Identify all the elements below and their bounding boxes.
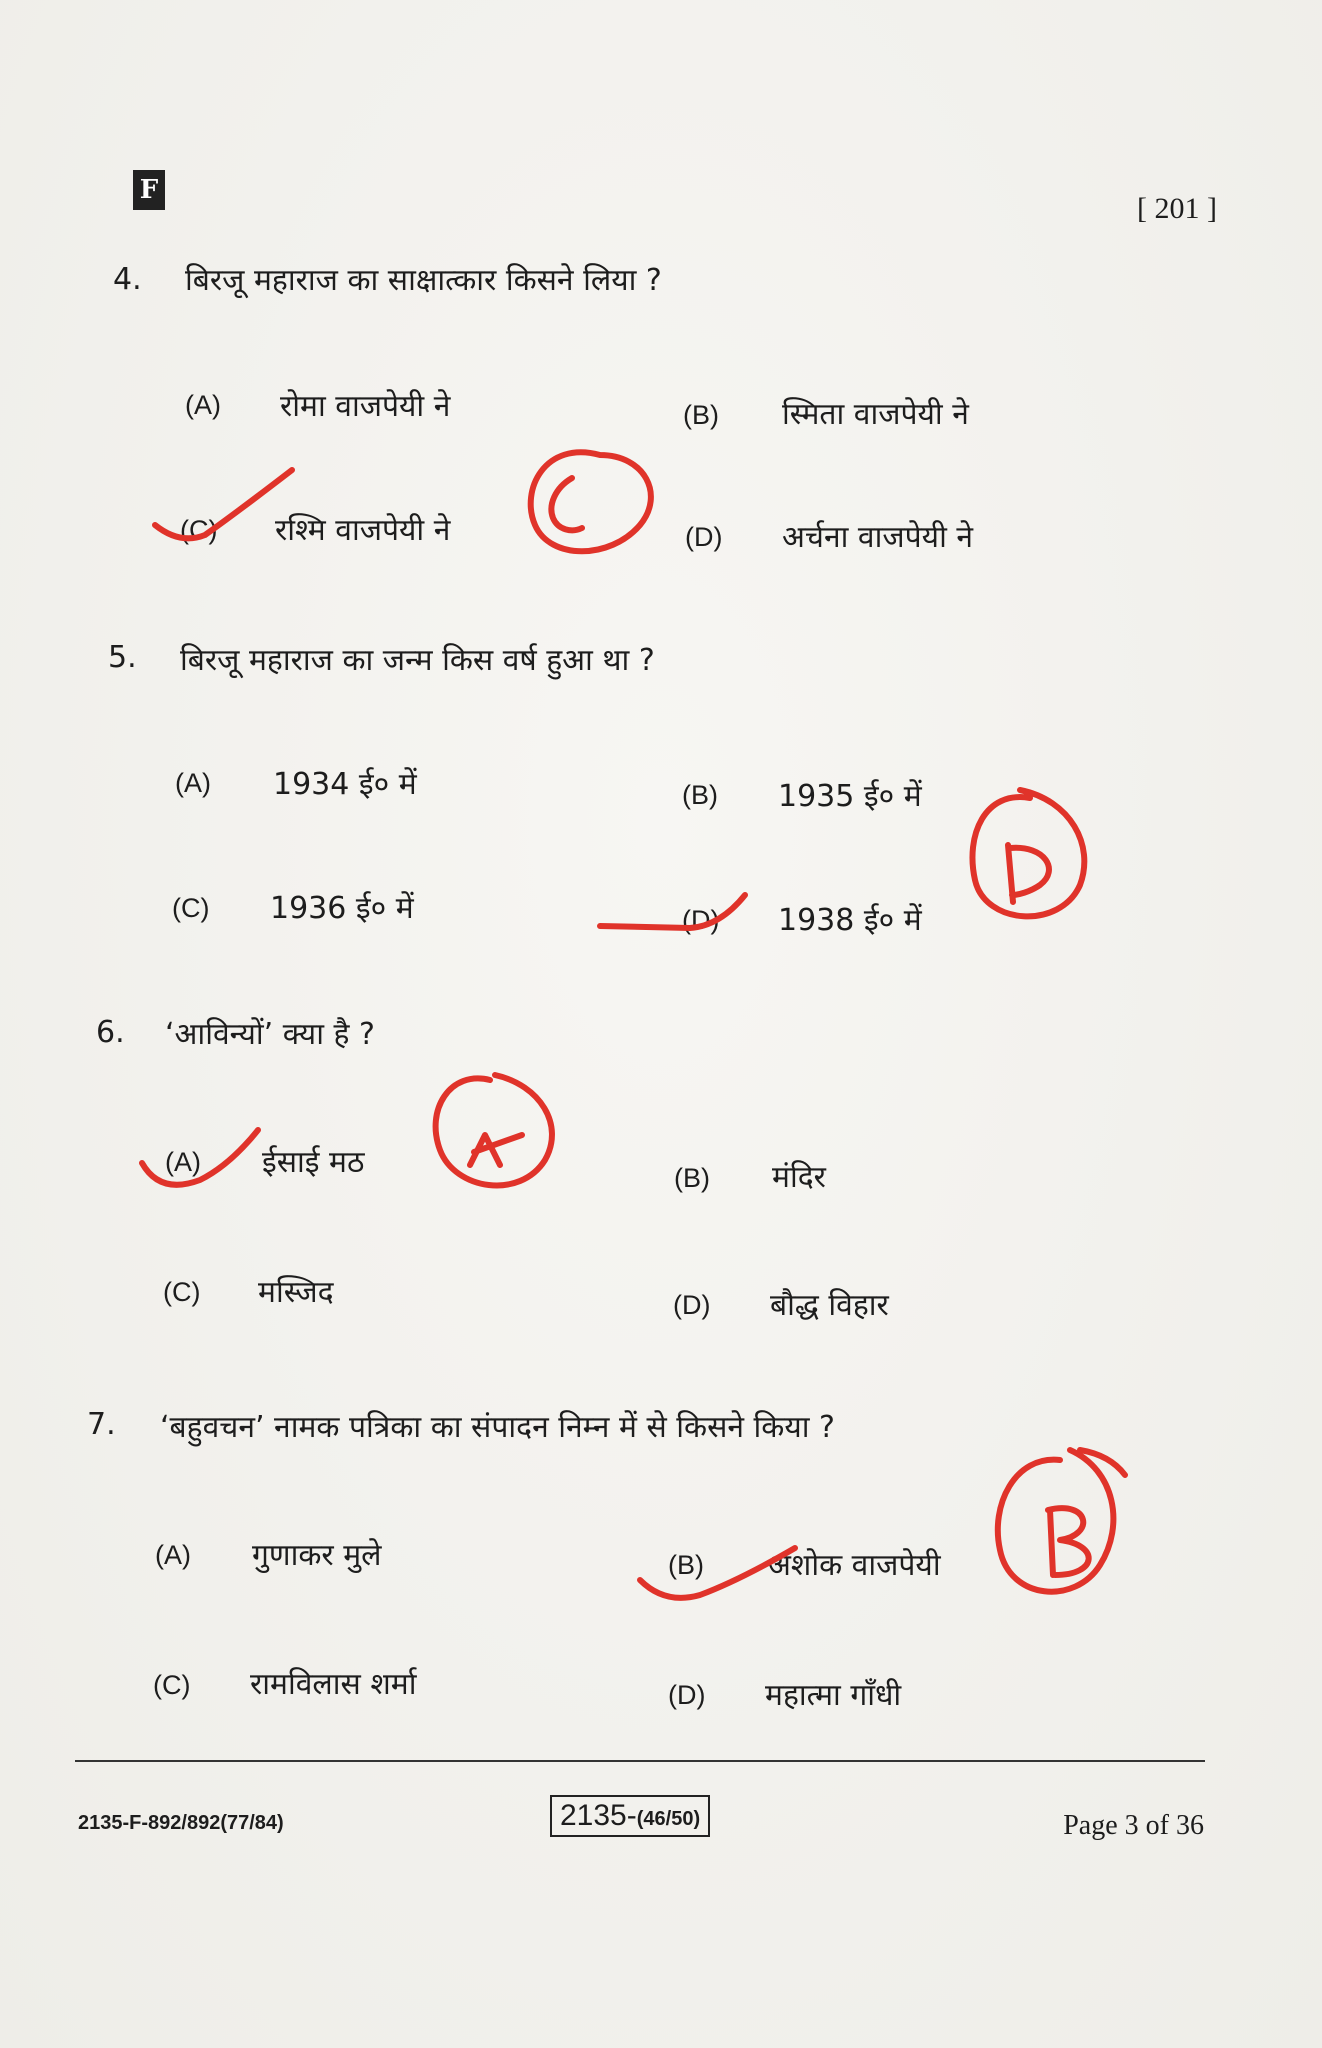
footer-rule [75,1760,1205,1762]
q7-option-b-letter: (B) [668,1550,704,1580]
q5-answer-letter-d [1008,845,1049,902]
q7-number: 7. [87,1407,116,1442]
q4-answer-letter-c [551,478,582,530]
q5-option-a-letter: (A) [175,768,211,798]
q7-option-d-text: महात्मा गाँधी [765,1678,902,1713]
q7-option-c-text: रामविलास शर्मा [250,1667,417,1702]
q7-option-d-letter: (D) [668,1680,706,1710]
q7-answer-letter-b [1048,1508,1089,1575]
q4-tick-mark [155,470,292,538]
q5-text: बिरजू महाराज का जन्म किस वर्ष हुआ था ? [180,643,655,678]
q4-answer-circle [531,452,651,551]
q5-option-d-text: 1938 ई० में [778,903,922,938]
set-label: F [133,170,165,210]
q6-text: ‘आविन्यों’ क्या है ? [165,1017,375,1052]
q6-number: 6. [96,1015,125,1050]
q6-option-a-letter: (A) [165,1147,201,1177]
q4-option-d-text: अर्चना वाजपेयी ने [782,520,974,555]
q7-answer-circle [998,1450,1114,1592]
footer-box-sub: (46/50) [636,1808,701,1830]
q5-strike-mark [600,895,745,928]
q5-option-a-text: 1934 ई० में [273,767,417,802]
q5-number: 5. [108,640,137,675]
q6-option-c-text: मस्जिद [258,1275,334,1310]
q7-option-a-text: गुणाकर मुले [252,1538,382,1573]
page-number: Page 3 of 36 [1063,1810,1204,1841]
q5-answer-circle [972,790,1084,916]
q7-text: ‘बहुवचन’ नामक पत्रिका का संपादन निम्न में से किसने किया ? [160,1410,835,1445]
footer-left-code: 2135-F-892/892(77/84) [78,1812,284,1834]
q4-option-b-letter: (B) [683,400,719,430]
q5-option-c-letter: (C) [172,893,210,923]
q5-option-d-letter: (D) [682,905,720,935]
q5-option-b-text: 1935 ई० में [778,779,922,814]
q7-option-c-letter: (C) [153,1670,191,1700]
q4-option-b-text: स्मिता वाजपेयी ने [782,397,969,432]
footer-box-main: 2135- [560,1799,637,1832]
q6-option-b-letter: (B) [674,1163,710,1193]
q4-option-a-text: रोमा वाजपेयी ने [280,389,451,424]
q7-ink-tail [1080,1450,1125,1475]
footer-box-code [550,1795,710,1837]
q7-option-a-letter: (A) [155,1540,191,1570]
q4-option-c-letter: (C) [180,515,218,545]
q4-option-a-letter: (A) [185,390,221,420]
q6-option-c-letter: (C) [163,1277,201,1307]
q6-option-b-text: मंदिर [772,1160,826,1195]
q4-option-d-letter: (D) [685,522,723,552]
q5-option-c-text: 1936 ई० में [270,891,414,926]
q6-option-d-text: बौद्ध विहार [770,1288,889,1323]
q7-option-b-text: अशोक वाजपेयी [768,1548,941,1583]
q6-option-d-letter: (D) [673,1290,711,1320]
q4-number: 4. [113,262,142,297]
q6-answer-circle [436,1075,552,1185]
q4-text: बिरजू महाराज का साक्षात्कार किसने लिया ? [185,263,662,298]
q4-option-c-text: रश्मि वाजपेयी ने [275,513,451,548]
paper-code: [ 201 ] [1137,192,1217,225]
q6-option-a-text: ईसाई मठ [262,1145,365,1180]
q6-answer-letter-a [470,1135,522,1165]
q5-option-b-letter: (B) [682,780,718,810]
